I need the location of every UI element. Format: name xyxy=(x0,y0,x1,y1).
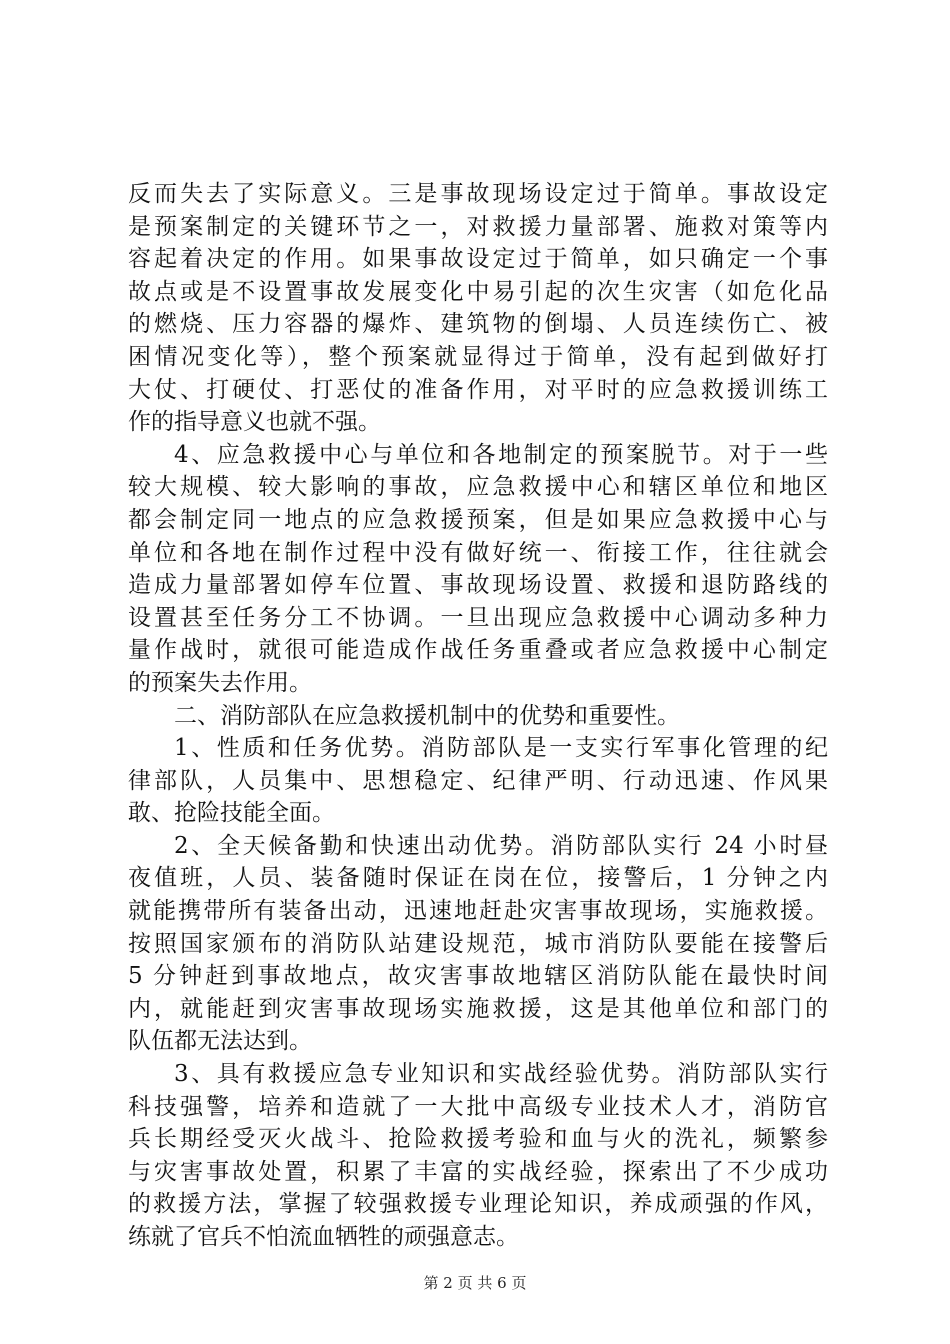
text-line: 的预案失去作用。 xyxy=(128,669,312,696)
text-line: 作的指导意义也就不强。 xyxy=(128,409,381,436)
paragraph xyxy=(128,830,828,1058)
text-line: 单位和各地在制作过程中没有做好统一、衔接工作，往往就会 xyxy=(128,539,828,566)
text-line: 按照国家颁布的消防队站建设规范，城市消防队要能在接警后 xyxy=(128,930,828,957)
text-line: 律部队，人员集中、思想稳定、纪律严明、行动迅速、作风果 xyxy=(128,767,828,794)
document-body xyxy=(128,178,828,1254)
text-line: 是预案制定的关键环节之一，对救援力量部署、施救对策等内 xyxy=(128,213,828,240)
text-line: 的燃烧、压力容器的爆炸、建筑物的倒塌、人员连续伤亡、被 xyxy=(128,311,828,338)
text-line: 造成力量部署如停车位置、事故现场设置、救援和退防路线的 xyxy=(128,572,828,599)
text-line: 就能携带所有装备出动，迅速地赶赴灾害事故现场，实施救援。 xyxy=(128,898,828,925)
text-line: 兵长期经受灭火战斗、抢险救援考验和血与火的洗礼，频繁参 xyxy=(128,1126,828,1153)
text-line: 容起着决定的作用。如果事故设定过于简单，如只确定一个事 xyxy=(128,246,828,273)
text-line: 故点或是不设置事故发展变化中易引起的次生灾害（如危化品 xyxy=(128,278,828,305)
text-line: 与灾害事故处置，积累了丰富的实战经验，探索出了不少成功 xyxy=(128,1158,828,1185)
text-line: 反而失去了实际意义。三是事故现场设定过于简单。事故设定 xyxy=(128,181,828,207)
text-line: 1、性质和任务优势。消防部队是一支实行军事化管理的纪 xyxy=(174,735,828,762)
text-line: 内，就能赶到灾害事故现场实施救援，这是其他单位和部门的 xyxy=(128,995,828,1022)
page-footer: 第 2 页 共 6 页 xyxy=(423,1274,527,1292)
text-line: 量作战时，就很可能造成作战任务重叠或者应急救援中心制定 xyxy=(128,637,828,664)
text-line: 都会制定同一地点的应急救援预案，但是如果应急救援中心与 xyxy=(128,506,828,533)
paragraph xyxy=(128,439,828,700)
text-line: 队伍都无法达到。 xyxy=(128,1028,312,1055)
paragraph xyxy=(128,1058,828,1254)
text-line: 3、具有救援应急专业知识和实战经验优势。消防部队实行 xyxy=(174,1061,828,1088)
text-line: 的救援方法，掌握了较强救援专业理论知识，养成顽强的作风， xyxy=(128,1191,828,1218)
paragraph xyxy=(128,178,828,439)
text-line: 敢、抢险技能全面。 xyxy=(128,800,335,827)
text-line: 4、应急救援中心与单位和各地制定的预案脱节。对于一些 xyxy=(174,441,828,468)
text-line: 2、全天候备勤和快速出动优势。消防部队实行 24 小时昼 xyxy=(174,832,828,859)
text-line: 练就了官兵不怕流血牺牲的顽强意志。 xyxy=(128,1224,519,1250)
text-line: 5 分钟赶到事故地点，故灾害事故地辖区消防队能在最快时间 xyxy=(128,963,828,990)
paragraph xyxy=(128,732,828,830)
text-line: 困情况变化等），整个预案就显得过于简单，没有起到做好打 xyxy=(128,343,828,370)
text-line: 科技强警，培养和造就了一大批中高级专业技术人才，消防官 xyxy=(128,1093,828,1120)
text-line: 二、消防部队在应急救援机制中的优势和重要性。 xyxy=(174,702,680,729)
text-line: 夜值班，人员、装备随时保证在岗在位，接警后，1 分钟之内 xyxy=(128,865,828,892)
text-line: 设置甚至任务分工不协调。一旦出现应急救援中心调动多种力 xyxy=(128,604,828,631)
text-line: 较大规模、较大影响的事故，应急救援中心和辖区单位和地区 xyxy=(128,474,828,501)
text-line: 大仗、打硬仗、打恶仗的准备作用，对平时的应急救援训练工 xyxy=(128,376,828,403)
paragraph xyxy=(128,700,828,733)
